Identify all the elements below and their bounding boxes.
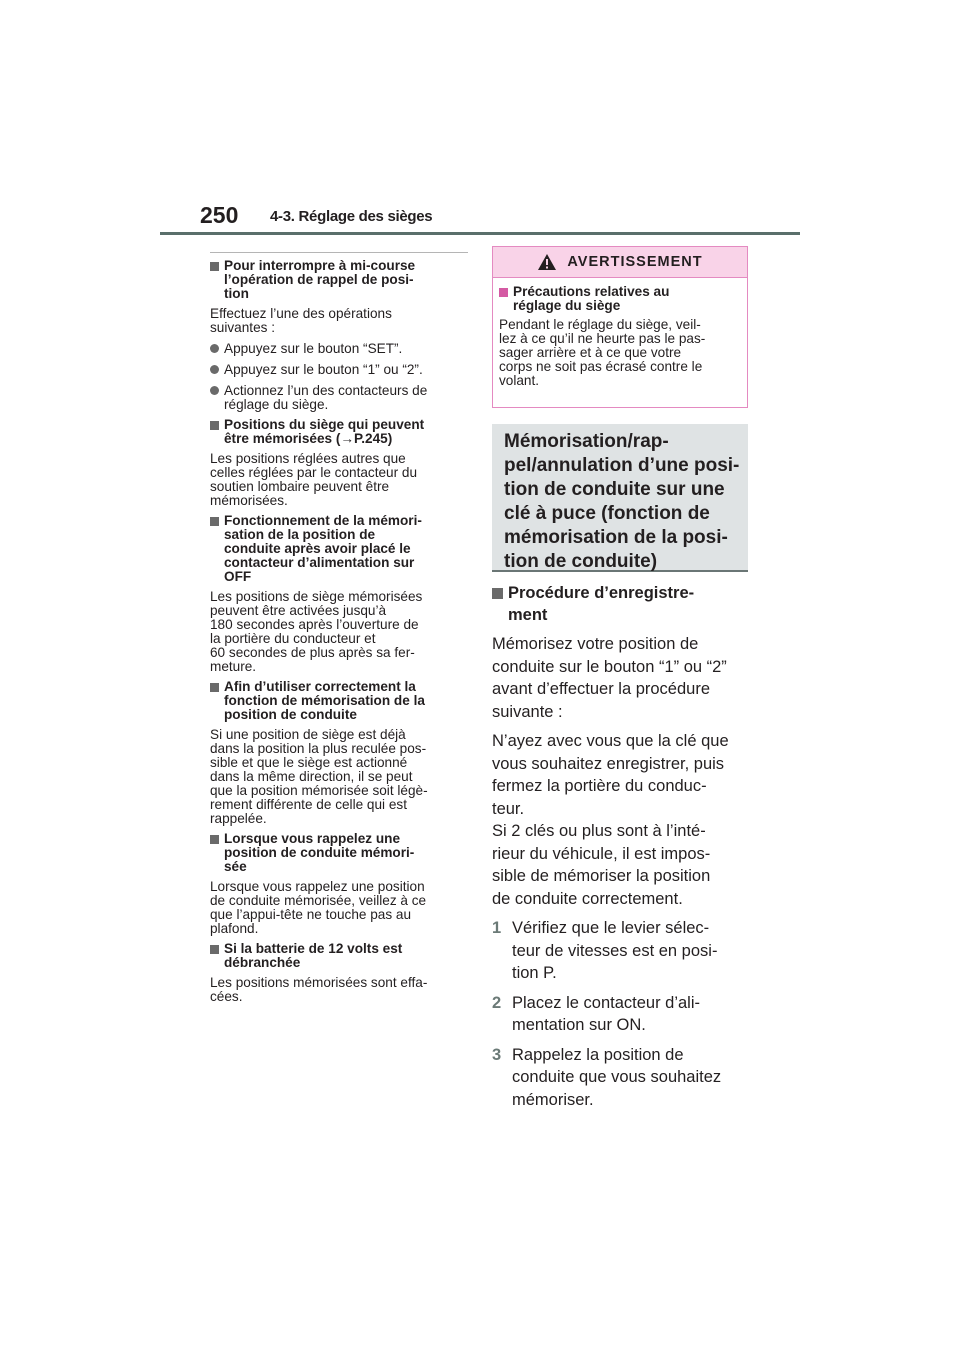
paragraph (210, 728, 468, 826)
warning-triangle-icon (537, 253, 557, 271)
line: soutien lombaire peuvent être (210, 479, 390, 494)
heading-correct-use (210, 680, 468, 722)
line: réglage du siège (513, 298, 621, 313)
line: Si 2 clés ou plus sont à l’inté- (492, 822, 706, 840)
left-column (210, 252, 468, 1004)
line: corps ne soit pas écrasé contre le (499, 359, 703, 374)
line: sation de la position de (224, 527, 376, 542)
page-reference-link[interactable]: être mémorisées (→P.245) (224, 431, 393, 446)
line: rappelée. (210, 811, 267, 826)
line: de conduite mémorisée, veillez à ce (210, 893, 427, 908)
divider (210, 252, 468, 253)
header-rule (160, 232, 800, 235)
line: Fonctionnement de la mémori- (224, 513, 422, 528)
line: Précautions relatives au (513, 284, 670, 299)
line: teur de vitesses est en posi- (512, 941, 718, 960)
line: de conduite correctement. (492, 889, 683, 908)
heading-interrupt-recall (210, 259, 468, 301)
line: que l’appui-tête ne touche pas au (210, 907, 412, 922)
square-bullet-icon (492, 582, 508, 626)
line: la portière du conducteur et (210, 631, 376, 646)
step-item (492, 992, 754, 1037)
square-bullet-icon (210, 418, 224, 446)
warning-box (492, 246, 748, 408)
line: mémorisation de la posi- (504, 527, 728, 548)
line: Pendant le réglage du siège, veil- (499, 317, 701, 332)
line: sible et que le siège est actionné (210, 755, 408, 770)
step-item (492, 1044, 754, 1112)
warning-title: AVERTISSEMENT (567, 254, 703, 270)
line: Appuyez sur le bouton “1” ou “2”. (224, 362, 423, 377)
line: cées. (210, 989, 243, 1004)
topic-heading-box (492, 424, 748, 572)
line: position de conduite (224, 707, 357, 722)
line: Les positions réglées autres que (210, 451, 406, 466)
heading-recall (210, 832, 468, 874)
line: 180 secondes après l’ouverture de (210, 617, 419, 632)
line: volant. (499, 373, 540, 388)
step-number: 3 (492, 1045, 502, 1064)
line: mentation sur ON. (512, 1016, 646, 1034)
line: contacteur d’alimentation sur (224, 555, 415, 570)
step-number: 2 (492, 993, 502, 1012)
line: suivante : (492, 702, 563, 721)
circle-bullet-icon (210, 363, 224, 377)
topic-title (504, 430, 748, 574)
line: pel/annulation d’une posi- (504, 455, 740, 476)
line: OFF (224, 569, 252, 584)
line: lez à ce qu’il ne heurte pas le pas- (499, 331, 706, 346)
line: 60 secondes de plus après sa fer- (210, 645, 415, 660)
line: Mémorisez votre position de (492, 635, 699, 653)
line: Si une position de siège est déjà (210, 727, 406, 742)
line: rement différente de celle qui est (210, 797, 407, 812)
list-item (210, 363, 468, 377)
paragraph (210, 880, 468, 936)
line: Placez le contacteur d’ali- (512, 993, 701, 1012)
line: N’ayez avec vous que la clé que (492, 732, 729, 750)
line: teur. (492, 799, 525, 818)
line: Vérifiez que le levier sélec- (512, 919, 710, 937)
line: Actionnez l’un des contacteurs de (224, 383, 428, 398)
line: l’opération de rappel de posi- (224, 272, 414, 287)
line: Mémorisation/rap- (504, 431, 669, 452)
step-item (492, 917, 754, 985)
line: fermez la portière du conduc- (492, 777, 707, 795)
line: sée (224, 859, 247, 874)
line: meture. (210, 659, 257, 674)
heading-operation-after-off (210, 514, 468, 584)
step-number: 1 (492, 919, 502, 937)
line: suivantes : (210, 320, 275, 335)
page-number: 250 (200, 202, 239, 228)
right-column (492, 582, 754, 1111)
line: conduite après avoir placé le (224, 541, 411, 556)
square-bullet-icon (210, 942, 224, 970)
line: avant d’effectuer la procédure (492, 680, 711, 698)
line: Les positions de siège mémorisées (210, 589, 423, 604)
line: sible de mémoriser la position (492, 867, 711, 885)
line: Appuyez sur le bouton “SET”. (224, 341, 403, 356)
line: Afin d’utiliser correctement la (224, 679, 416, 694)
line: Rappelez la position de (512, 1045, 684, 1064)
warning-text (499, 318, 739, 388)
list-item (210, 342, 468, 356)
heading-registration-procedure (492, 582, 754, 626)
line: conduite que vous souhaitez (512, 1068, 722, 1086)
line: Les positions mémorisées sont effa- (210, 975, 428, 990)
circle-bullet-icon (210, 342, 224, 356)
line: débranchée (224, 955, 301, 970)
line: rieur du véhicule, il est impos- (492, 844, 711, 863)
line: Procédure d’enregistre- (508, 584, 695, 602)
paragraph (210, 452, 468, 508)
line: dans la même direction, il se peut (210, 769, 413, 784)
paragraph (210, 590, 468, 674)
square-bullet-icon (210, 514, 224, 584)
line: tion de conduite) (504, 551, 658, 572)
line: Positions du siège qui peuvent (224, 417, 425, 432)
line: ment (508, 606, 548, 624)
line: réglage du siège. (224, 397, 329, 412)
line: dans la position la plus reculée pos- (210, 741, 427, 756)
line: Lorsque vous rappelez une position (210, 879, 425, 894)
line: conduite sur le bouton “1” ou “2” (492, 657, 727, 676)
line: Si la batterie de 12 volts est (224, 941, 403, 956)
square-bullet-icon (210, 259, 224, 301)
line: sager arrière et à ce que votre (499, 345, 682, 360)
line: clé à puce (fonction de (504, 503, 710, 524)
warning-header (493, 247, 747, 278)
line: tion (224, 286, 249, 301)
line: peuvent être activées jusqu’à (210, 603, 387, 618)
line: fonction de mémorisation de la (224, 693, 425, 708)
circle-bullet-icon (210, 384, 224, 412)
line: plafond. (210, 921, 259, 936)
square-bullet-icon (210, 832, 224, 874)
paragraph (492, 730, 754, 910)
line: que la position mémorisée soit légè- (210, 783, 428, 798)
page-header (200, 200, 800, 236)
line: Effectuez l’une des opérations (210, 306, 392, 321)
line: position de conduite mémori- (224, 845, 415, 860)
line: Lorsque vous rappelez une (224, 831, 401, 846)
square-bullet-icon (499, 285, 513, 313)
line: Pour interrompre à mi-course (224, 258, 416, 273)
line: tion P. (512, 964, 557, 982)
warning-heading (499, 285, 739, 313)
heading-battery (210, 942, 468, 970)
line: tion de conduite sur une (504, 479, 725, 500)
paragraph (492, 633, 754, 723)
warning-body (493, 278, 747, 388)
line: celles réglées par le contacteur du (210, 465, 418, 480)
square-bullet-icon (210, 680, 224, 722)
list-item (210, 384, 468, 412)
paragraph (210, 976, 468, 1004)
line: mémorisées. (210, 493, 288, 508)
line: mémoriser. (512, 1090, 594, 1109)
section-title: 4-3. Réglage des sièges (270, 208, 433, 225)
line: vous souhaitez enregistrer, puis (492, 754, 725, 773)
paragraph (210, 307, 468, 335)
heading-memorized-positions (210, 418, 468, 446)
